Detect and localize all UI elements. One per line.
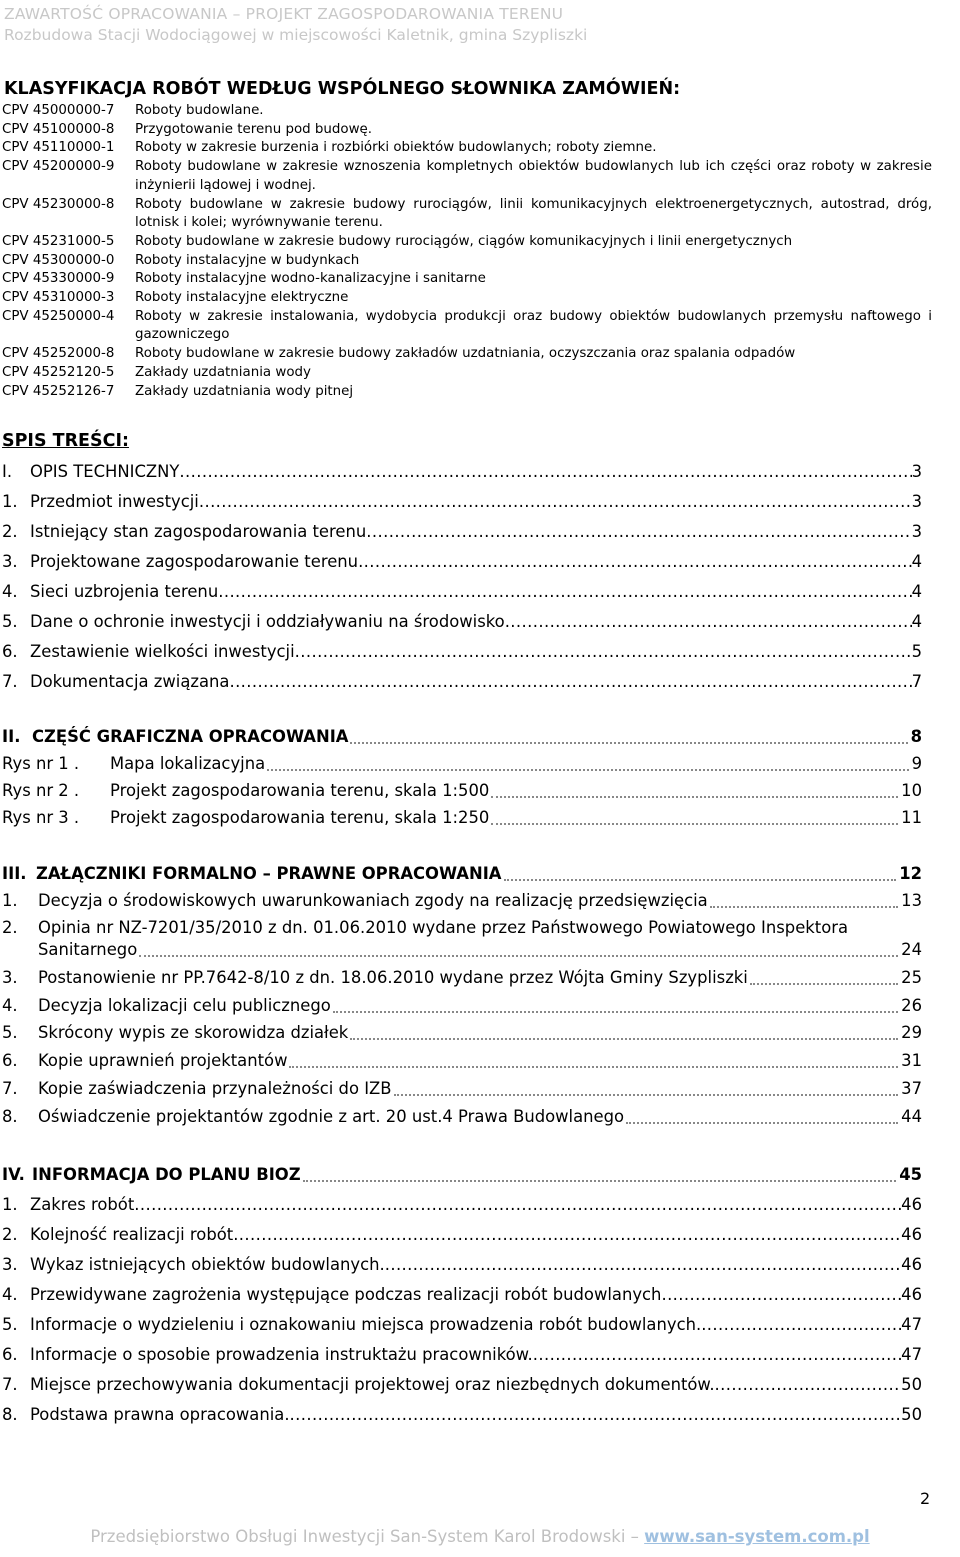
toc-entry-title: Dokumentacja związana [30,672,230,691]
toc-entry[interactable] [2,996,922,1015]
toc-entry[interactable] [2,754,922,773]
cpv-description: Zakłady uzdatniania wody pitnej [135,383,354,399]
toc-entry-page: 7 [911,672,922,691]
toc-entry-title-continued: Sanitarnego [38,940,138,959]
toc-leader [350,730,907,744]
toc-entry[interactable] [2,1255,922,1274]
cpv-code: CPV 45252120-5 [2,364,115,380]
toc-entry-page: 50 [901,1375,922,1394]
running-header [4,4,587,46]
toc-entry-page: 47 [901,1315,922,1334]
toc-entry-number: Rys nr 1 . [2,754,80,773]
toc-entry-title: Zestawienie wielkości inwestycji [30,642,295,661]
toc-entry[interactable] [2,612,922,631]
cpv-item [2,364,932,383]
toc-entry-page: 4 [911,582,922,601]
toc-entry-page: 46 [901,1285,922,1304]
toc-entry-title: OPIS TECHNICZNY [30,462,180,481]
toc-entry-number: 5. [2,1315,18,1334]
cpv-code: CPV 45110000-1 [2,140,115,156]
toc-entry[interactable] [2,1107,922,1126]
toc-leader [385,1255,901,1274]
cpv-description: Roboty budowlane. [135,103,264,118]
toc-entry-number: 6. [2,642,18,661]
toc-entry-number: 8. [2,1107,18,1126]
toc-entry-page: 25 [901,968,922,987]
cpv-description: Roboty instalacyjne elektryczne [135,290,349,306]
toc-leader [626,1110,898,1124]
toc-entry[interactable] [2,552,922,571]
toc-leader [491,784,898,798]
toc-entry[interactable] [2,808,922,827]
toc-entry-number: Rys nr 3 . [2,808,80,827]
toc-leader [290,1405,902,1424]
cpv-code: CPV 45250000-4 [2,308,115,324]
toc-leader [289,1054,898,1068]
cpv-description: Roboty w zakresie instalowania, wydobycia produkcji oraz budowy obiektów budowlanych przemysłu naftowego i gazowniczego [135,308,932,343]
toc-entry-number: 3. [2,968,18,987]
cpv-item [2,345,932,364]
toc-leader [661,1285,901,1304]
toc-entry-page: 10 [901,781,922,800]
classification-title: KLASYFIKACJA ROBÓT WEDŁUG WSPÓLNEGO SŁOWNIKA ZAMÓWIEŃ: [4,79,681,99]
toc-leader [533,1345,901,1364]
toc-title: SPIS TREŚCI: [2,431,129,451]
toc-leader [233,1225,901,1244]
toc-entry[interactable] [2,522,922,541]
toc-entry-page: 4 [911,552,922,571]
toc-entry-number: 3. [2,552,18,571]
toc-entry-number: 4. [2,996,18,1015]
toc-leader [134,1195,901,1214]
toc-entry-number: 1. [2,891,18,910]
toc-entry-title: Przewidywane zagrożenia występujące podczas realizacji robót budowlanych [30,1285,662,1304]
toc-entry-page: 8 [910,727,922,746]
toc-entry-title: Istniejący stan zagospodarowania terenu [30,522,367,541]
toc-entry[interactable] [2,1195,922,1214]
toc-entry-number: 2. [2,522,18,541]
toc-entry-number: 4. [2,1285,18,1304]
toc-entry-page: 3 [911,462,922,481]
toc-entry[interactable] [2,1345,922,1364]
toc-entry-title: Zakres robót [30,1195,135,1214]
cpv-description: Roboty instalacyjne wodno-kanalizacyjne i sanitarne [135,271,486,287]
toc-entry-page: 3 [911,522,922,541]
toc-leader [710,894,898,908]
cpv-code: CPV 45000000-7 [2,103,115,118]
toc-leader [303,1168,897,1182]
toc-leader [701,1315,901,1334]
toc-entry-number: 7. [2,672,18,691]
toc-entry-page: 29 [901,1023,922,1042]
cpv-item [2,158,932,195]
cpv-list [2,102,932,401]
footer-url-link[interactable]: www.san-system.com.pl [644,1527,870,1546]
toc-entry[interactable] [2,918,922,959]
cpv-item [2,233,932,252]
toc-entry-title: Projekt zagospodarowania terenu, skala 1:250 [110,808,490,827]
toc-leader [505,612,912,631]
toc-entry-title: Projektowane zagospodarowanie terenu [30,552,359,571]
toc-entry-page: 5 [911,642,922,661]
toc-leader [139,943,898,957]
toc-entry-number: III. [2,864,27,883]
toc-entry[interactable] [2,1225,922,1244]
toc-entry-number: 7. [2,1079,18,1098]
footer [0,1527,960,1546]
toc-entry-number: II. [2,727,21,746]
toc-leader [267,757,908,771]
toc-entry-page: 4 [911,612,922,631]
header-subtitle: Rozbudowa Stacji Wodociągowej w miejscowości Kaletnik, gmina Szypliszki [4,26,588,44]
toc-entry[interactable] [2,891,922,910]
toc-entry-title: Mapa lokalizacyjna [110,754,266,773]
toc-leader [504,867,897,881]
toc-entry[interactable] [2,1285,922,1304]
toc-entry-title: Postanowienie nr PP.7642-8/10 z dn. 18.06.2010 wydane przez Wójta Gminy Szypliszki [38,968,748,987]
toc-entry-number: I. [2,462,13,481]
toc-entry-title: Wykaz istniejących obiektów budowlanych. [30,1255,385,1274]
cpv-code: CPV 45252126-7 [2,383,115,399]
toc-entry[interactable] [2,781,922,800]
toc-entry-title: Miejsce przechowywania dokumentacji projektowej oraz niezbędnych dokumentów. [30,1375,715,1394]
cpv-item [2,196,932,233]
toc-entry-title: Skrócony wypis ze skorowidza działek [38,1023,349,1042]
toc-entry-number: Rys nr 2 . [2,781,80,800]
toc-entry-title: Kopie uprawnień projektantów [38,1051,288,1070]
toc-entry-page: 37 [901,1079,922,1098]
cpv-item [2,139,932,158]
toc-entry[interactable] [2,1375,922,1394]
toc-entry[interactable] [2,1023,922,1042]
toc-entry[interactable] [2,864,922,883]
toc-leader [350,1026,898,1040]
toc-entry-title: Podstawa prawna opracowania. [30,1405,290,1424]
toc-entry-page: 11 [901,808,922,827]
toc-entry[interactable] [2,968,922,987]
toc-entry-page: 9 [911,754,922,773]
header-title: ZAWARTOŚĆ OPRACOWANIA – PROJEKT ZAGOSPODAROWANIA TERENU [4,5,564,23]
toc-entry-title: Sieci uzbrojenia terenu [30,582,219,601]
cpv-code: CPV 45330000-9 [2,271,115,287]
toc-entry-page: 46 [901,1255,922,1274]
toc-entry[interactable] [2,642,922,661]
cpv-description: Przygotowanie terenu pod budowę. [135,121,373,137]
toc-leader [394,1082,899,1096]
toc-entry[interactable] [2,1315,922,1334]
toc-leader [750,971,898,985]
cpv-code: CPV 45231000-5 [2,233,115,249]
toc-entry-number: 4. [2,582,18,601]
page-number: 2 [920,1489,931,1508]
toc-entry-title: Kopie zaświadczenia przynależności do IZB [38,1079,392,1098]
toc-entry-number: 8. [2,1405,18,1424]
cpv-description: Roboty instalacyjne w budynkach [135,252,360,268]
toc-entry[interactable] [2,1079,922,1098]
cpv-item [2,383,932,402]
cpv-description: Roboty w zakresie burzenia i rozbiórki obiektów budowlanych; roboty ziemne. [135,140,657,156]
toc-leader [199,492,912,511]
toc-leader [491,811,898,825]
cpv-description: Roboty budowlane w zakresie budowy rurociągów, ciągów komunikacyjnych i linii energetycznych [135,233,793,249]
toc-entry-page: 13 [901,891,922,910]
toc-leader [218,582,911,601]
toc-entry-page: 47 [901,1345,922,1364]
toc-entry[interactable] [2,462,922,481]
toc-entry-page: 26 [901,996,922,1015]
cpv-code: CPV 45252000-8 [2,346,115,362]
toc-entry-number: 1. [2,492,18,511]
toc-entry-page: 3 [911,492,922,511]
toc-leader [229,672,911,691]
toc-entry-page: 50 [901,1405,922,1424]
toc-entry-title: Dane o ochronie inwestycji i oddziaływaniu na środowisko [30,612,505,631]
footer-company: Przedsiębiorstwo Obsługi Inwestycji San-System Karol Brodowski – [90,1527,645,1546]
toc-entry-page: 45 [899,1165,922,1184]
cpv-item [2,252,932,271]
toc-entry-title: CZĘŚĆ GRAFICZNA OPRACOWANIA [32,727,349,746]
toc-entry-title: Oświadczenie projektantów zgodnie z art. 20 ust.4 Prawa Budowlanego [38,1107,625,1126]
toc-leader [179,462,911,481]
toc-entry[interactable] [2,1405,922,1424]
toc-entry-number: 3. [2,1255,18,1274]
toc-entry-title: Przedmiot inwestycji [30,492,199,511]
toc-entry-page: 24 [901,940,922,959]
toc-entry-title: INFORMACJA DO PLANU BIOZ [32,1165,301,1184]
cpv-description: Roboty budowlane w zakresie wznoszenia kompletnych obiektów budowlanych lub ich części oraz roboty w zakresie inżynierii lądowej i wodnej. [135,159,932,193]
cpv-code: CPV 45300000-0 [2,252,115,268]
toc-entry[interactable] [2,672,922,691]
cpv-item [2,270,932,289]
toc-leader [295,642,912,661]
toc-entry-number: 6. [2,1345,18,1364]
toc-leader [358,552,912,571]
toc-entry-number: 2. [2,918,18,937]
cpv-code: CPV 45230000-8 [2,196,115,212]
toc-leader [366,522,911,541]
cpv-item [2,121,932,140]
toc-entry-title: Decyzja o środowiskowych uwarunkowaniach zgody na realizację przedsięwzięcia [38,891,708,910]
toc-entry-title: ZAŁĄCZNIKI FORMALNO – PRAWNE OPRACOWANIA [36,864,502,883]
toc-entry-title: Informacje o wydzieleniu i oznakowaniu miejsca prowadzenia robót budowlanych. [30,1315,702,1334]
cpv-description: Zakłady uzdatniania wody [135,364,311,380]
toc-leader [715,1375,902,1394]
toc-entry-page: 46 [901,1195,922,1214]
toc-entry-number: 2. [2,1225,18,1244]
toc-entry-title: Decyzja lokalizacji celu publicznego [38,996,331,1015]
toc-entry-number: 7. [2,1375,18,1394]
toc-entry-page: 46 [901,1225,922,1244]
cpv-code: CPV 45310000-3 [2,290,115,306]
toc-entry-number: IV. [2,1165,25,1184]
toc-entry-page: 31 [901,1051,922,1070]
toc-entry-title: Projekt zagospodarowania terenu, skala 1:500 [110,781,490,800]
cpv-item [2,308,932,345]
toc-entry-title: Kolejność realizacji robót [30,1225,234,1244]
toc-entry-page: 12 [899,864,922,883]
cpv-item [2,289,932,308]
toc-entry[interactable] [2,727,922,746]
cpv-code: CPV 45200000-9 [2,159,115,175]
cpv-item [2,102,932,121]
toc-entry[interactable] [2,582,922,601]
cpv-description: Roboty budowlane w zakresie budowy zakładów uzdatniania, oczyszczania oraz spalania odpadów [135,346,796,362]
cpv-code: CPV 45100000-8 [2,121,115,137]
toc-entry-number: 5. [2,612,18,631]
toc-entry-title: Opinia nr NZ-7201/35/2010 z dn. 01.06.2010 wydane przez Państwowego Powiatowego Inspektora [38,918,849,937]
toc-entry[interactable] [2,1051,922,1070]
toc-entry[interactable] [2,492,922,511]
toc-leader [333,999,898,1013]
toc-entry[interactable] [2,1165,922,1184]
toc-entry-page: 44 [901,1107,922,1126]
toc-entry-number: 5. [2,1023,18,1042]
toc-entry-number: 1. [2,1195,18,1214]
cpv-description: Roboty budowlane w zakresie budowy rurociągów, linii komunikacyjnych elektroenergetycznych, autostrad, dróg, lotnisk i kolei; wyrównywanie terenu. [135,196,932,231]
toc-entry-title: Informacje o sposobie prowadzenia instruktażu pracowników. [30,1345,533,1364]
toc-entry-number: 6. [2,1051,18,1070]
